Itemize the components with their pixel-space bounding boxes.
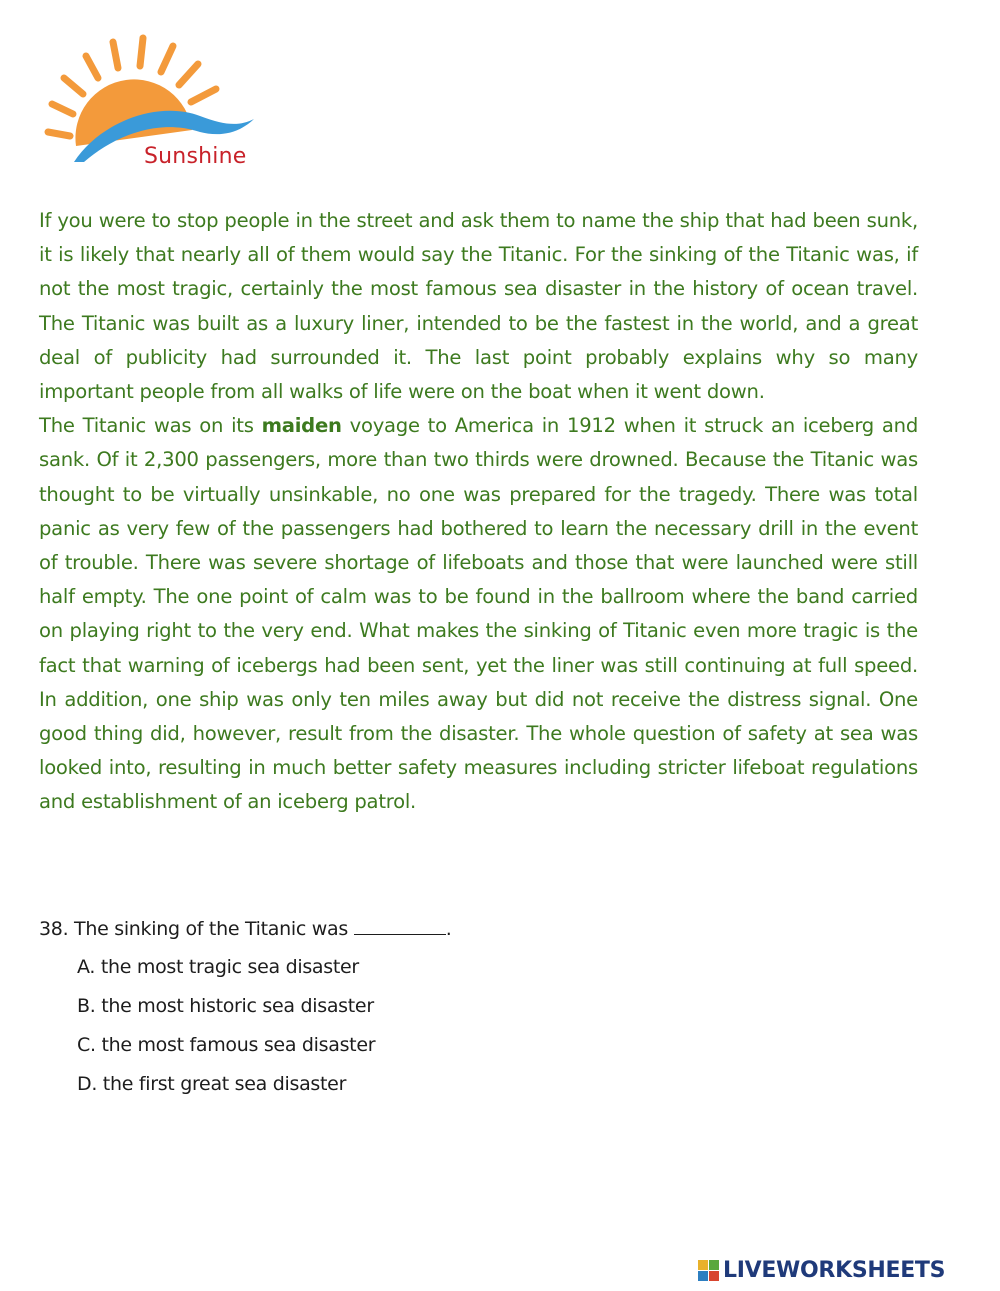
option-b[interactable]: B. the most historic sea disaster [77, 995, 374, 1017]
cube-red [709, 1271, 719, 1281]
sunshine-logo [40, 18, 280, 178]
brand-name: LIVEWORKSHEETS [723, 1257, 946, 1283]
reading-passage [39, 204, 918, 820]
p2-text-start: The Titanic was on its [39, 414, 262, 438]
cubes-icon [698, 1260, 719, 1281]
question-stem-end: . [445, 918, 452, 940]
answer-blank[interactable] [354, 916, 446, 935]
answer-options [77, 948, 919, 1104]
p2-text-rest: voyage to America in 1912 when it struck an iceberg and sank. Of it 2,300 passengers, more than two thirds were drowned. Because the Titanic was thought to be virtually unsinkable, no one was prepared for the tragedy. There was total panic as very few of the passengers had bothered to learn the necessary drill in the event of trouble. There was severe shortage of lifeboats and those that were launched were still half empty. The one point of calm was to be found in the ballroom where the band carried on playing right to the very end. What makes the sinking of Titanic even more tragic is the fact that warning of icebergs had been sent, yet the liner was still continuing at full speed. In addition, one ship was only ten miles away but did not receive the distress signal. One good thing did, however, result from the disaster. The whole question of safety at sea was looked into, resulting in much better safety measures including stricter lifeboat regulations and establishment of an iceberg patrol. [39, 414, 919, 814]
question-stem-text: 38. The sinking of the Titanic was [39, 918, 348, 940]
logo-text: Sunshine [144, 144, 247, 169]
vocab-word-maiden: maiden [261, 414, 342, 438]
question-38 [39, 912, 919, 1104]
option-c[interactable]: C. the most famous sea disaster [77, 1034, 376, 1056]
paragraph-1: If you were to stop people in the street and ask them to name the ship that had been sunk, it is likely that nearly all of them would say the Titanic. For the sinking of the Titanic was, if not the most tragic, certainly the most famous sea disaster in the history of ocean travel. The Titanic was built as a luxury liner, intended to be the fastest in the world, and a great deal of publicity had surrounded it. The last point probably explains why so many important people from all walks of life were on the boat when it went down. [39, 209, 918, 404]
liveworksheets-logo [698, 1255, 945, 1285]
question-stem [39, 912, 919, 946]
cube-yellow [698, 1260, 708, 1270]
option-d[interactable]: D. the first great sea disaster [77, 1073, 347, 1095]
option-a[interactable]: A. the most tragic sea disaster [77, 956, 359, 978]
cube-blue [698, 1271, 708, 1281]
paragraph-2 [39, 409, 918, 819]
cube-green [709, 1260, 719, 1270]
